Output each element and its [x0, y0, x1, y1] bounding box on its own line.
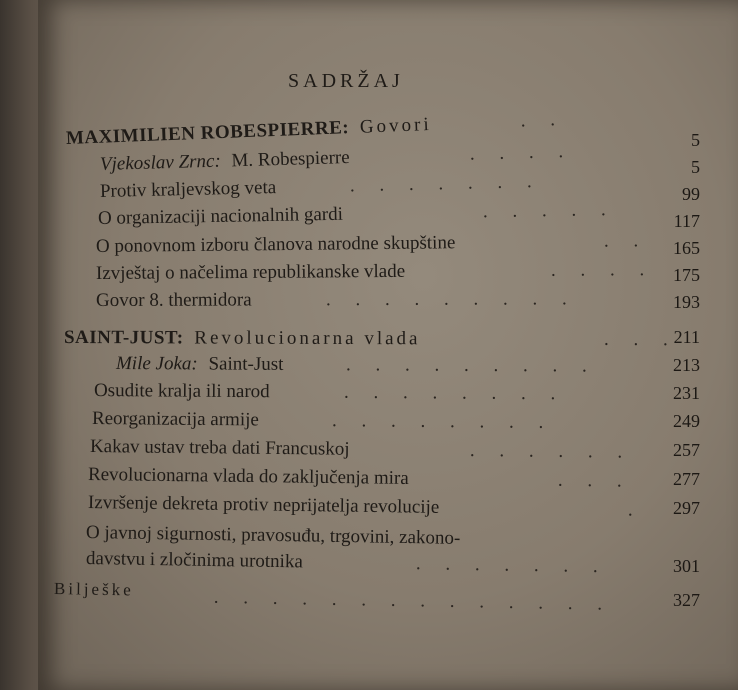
- leader-dots: .: [627, 499, 643, 521]
- entry-page-number: 5: [691, 157, 700, 177]
- entry-page-number: 231: [673, 383, 700, 403]
- leader-dots: . . . .: [469, 140, 574, 165]
- toc-entry: [95, 288, 577, 312]
- leader-dots: . . .: [557, 469, 632, 492]
- toc-entry: [86, 522, 461, 550]
- toc-entry: [115, 353, 597, 377]
- toc-entry-continued: [85, 548, 608, 578]
- toc-entry: [93, 380, 566, 405]
- entry-title-line-2: davstvu i zločinima urotnika: [85, 548, 304, 573]
- entry-author: MAXIMILIEN ROBESPIERRE:: [65, 117, 350, 149]
- entry-page-number: 165: [673, 238, 700, 258]
- entry-title: M. Robespierre: [231, 147, 350, 172]
- entry-title: Revolucionarna vlada do zaključenja mira: [87, 464, 409, 489]
- entry-page-number: 211: [673, 327, 700, 347]
- leader-dots: . . . . . .: [469, 439, 633, 463]
- entry-page-number: 5: [691, 130, 700, 150]
- toc-entry: [87, 492, 643, 521]
- entry-title: Izvršenje dekreta protiv neprijatelja revolucije: [87, 492, 440, 518]
- toc-entry: [95, 259, 655, 285]
- leader-dots: . . . . . . . . .: [325, 288, 577, 311]
- entry-author: Vjekoslav Zrnc:: [99, 150, 222, 175]
- entry-title: Revolucionarna vlada: [194, 327, 421, 350]
- entry-title: Reorganizacija armije: [91, 408, 259, 431]
- entry-page-number: 297: [673, 498, 700, 518]
- entry-page-number: 277: [673, 469, 700, 489]
- leader-dots: . . .: [603, 328, 678, 351]
- leader-dots: . . . .: [550, 259, 655, 281]
- entry-title: Izvještaj o načelima republikanske vlade: [95, 260, 406, 284]
- entry-page-number: 249: [673, 411, 700, 431]
- toc-entry: [53, 578, 613, 615]
- toc-entry: [97, 198, 616, 230]
- entry-title: Saint-Just: [208, 353, 284, 375]
- entry-title: Protiv kraljevskog veta: [99, 177, 277, 202]
- toc-entry: [89, 436, 633, 463]
- entry-page-number: 117: [673, 211, 700, 231]
- leader-dots: . . . . . . . . .: [345, 354, 597, 377]
- book-page: [38, 0, 738, 690]
- entry-page-number: 213: [673, 355, 700, 375]
- leader-dots: . . . . . . . . . . . . . .: [213, 586, 613, 615]
- leader-dots: . . . . .: [482, 198, 616, 223]
- toc-entry: [99, 170, 542, 203]
- toc-entry: [99, 140, 574, 176]
- leader-dots: . .: [603, 230, 649, 252]
- leader-dots: . . . . . . .: [415, 553, 608, 578]
- toc-entry: [63, 327, 678, 351]
- entry-page-number: 327: [673, 590, 700, 610]
- entry-title: Bilješke: [53, 579, 134, 600]
- toc-entry: [91, 408, 554, 434]
- entry-title: O organizaciji nacionalnih gardi: [97, 203, 344, 229]
- leader-dots: . . . . . . . .: [331, 410, 554, 434]
- entry-title: Osudite kralja ili narod: [93, 380, 270, 403]
- leader-dots: . . . . . . .: [349, 170, 542, 197]
- toc-entry: [87, 464, 632, 492]
- entry-page-number: 257: [673, 440, 700, 460]
- contents-heading: SADRŽAJ: [288, 70, 404, 92]
- leader-dots: . . . . . . . .: [343, 381, 566, 405]
- entry-title: Kakav ustav treba dati Francuskoj: [89, 436, 350, 460]
- toc-entry: [95, 230, 649, 258]
- entry-title: Govor 8. thermidora: [95, 289, 252, 311]
- toc-entry: [65, 108, 566, 150]
- entry-title-line-1: O javnoj sigurnosti, pravosuđu, trgovini, zakono-: [85, 522, 461, 549]
- entry-title: O ponovnom izboru članova narodne skupštine: [95, 232, 456, 257]
- leader-dots: . .: [520, 108, 566, 132]
- entry-page-number: 301: [673, 556, 700, 576]
- entry-page-number: 175: [673, 265, 700, 285]
- entry-page-number: 193: [673, 292, 700, 312]
- entry-title: Govori: [359, 113, 433, 138]
- entry-author: Mile Joka:: [115, 353, 198, 375]
- entry-author: SAINT-JUST:: [63, 327, 184, 349]
- entry-page-number: 99: [682, 184, 700, 204]
